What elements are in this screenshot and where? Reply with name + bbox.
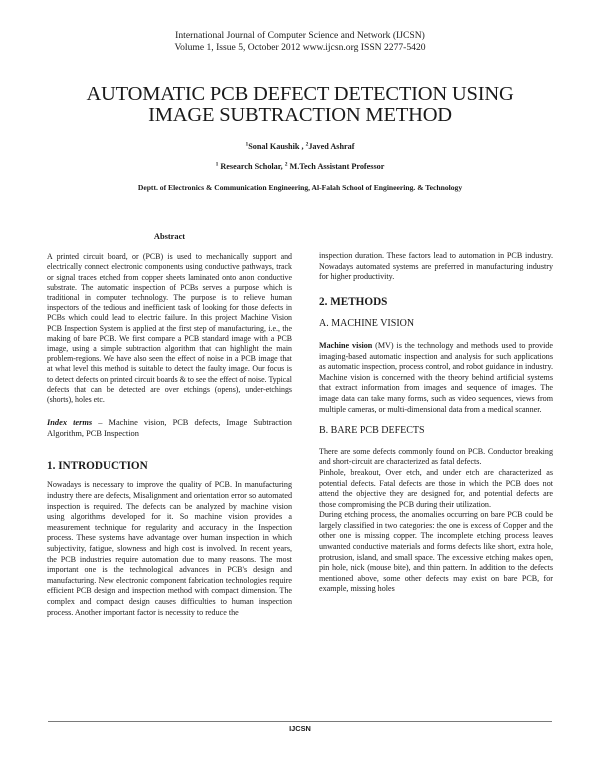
affiliation: Deptt. of Electronics & Communication Engineering, Al-Falah School of Engineering. & Technology <box>137 183 463 192</box>
paper-title-line2: IMAGE SUBTRACTION METHOD <box>148 104 452 126</box>
role1-text: Research Scholar, <box>218 162 285 171</box>
machine-vision-text <box>319 341 553 415</box>
introduction-text: Nowadays is necessary to improve the quality of PCB. In manufacturing industry there are defects, Misalignment and orientation error so automated inspection is required. The defects can be analyzed by machine vision using algorithms developed for it. So machine vision provides a measurement technique for regularity and accuracy in the Inspection process. These systems have advantage over human inspection in which subjectivity, fatigue, slowness and high cost is involved. In recent years, the PCB industries require automation due to many reasons. The most important one is the technological advances in PCB's design and manufacturing. New electronic component fabrication technologies require efficient PCB design and inspection method with compact dimension. The complex and compact design causes difficulties to human inspection process. Another important factor is necessity to reduce the <box>47 480 292 617</box>
index-terms-text: – Machine vision, PCB defects, Image Subtraction Algorithm, PCB Inspection <box>47 418 292 439</box>
right-column <box>319 251 553 595</box>
machine-vision-heading: A. MACHINE VISION <box>319 318 415 330</box>
abstract-text: A printed circuit board, or (PCB) is used to mechanically support and electrically connect electronic components using conductive pathways, track or signal traces etched from copper sheets laminated onto anon conductive substrate. The automatic inspection of PCBs serves a purpose which is traditional in computer technology. The purpose is to relieve human inspectors of the tedious and inefficient task of looking for those defects in PCBs which could lead to electric failure. In this project Machine Vision PCB Inspection System is applied at the first step of manufacturing, i.e., the making of bare PCB. We first compare a PCB standard image with a PCB image, using a simple subtraction algorithm that can highlight the main problem-regions. We have also seen the effect of noise in a PCB image that at what level this method is suitable to detect the faulty image. Our focus is to detect defects on printed circuit boards & to see the effect of noise. Typical defects that can be detected are over etchings (opens), under-etchings (shorts), holes etc. <box>47 252 292 405</box>
author2-name: Javed Ashraf <box>308 142 355 151</box>
abstract-heading: Abstract <box>153 232 186 241</box>
journal-name: International Journal of Computer Science and Network (IJCSN) <box>175 30 425 41</box>
footer-divider <box>48 721 552 722</box>
machine-vision-body: (MV) is the technology and methods used to provide imaging-based automatic inspection and analysis for such applications as automatic inspection, process control, and robot guidance in industry. Machine vision is concerned with the theory behind artificial systems that extract information from images and sequence of images. The image data can take many forms, such as video sequences, views from multiple cameras, or multi-dimensional data from a medical scanner. <box>319 340 553 414</box>
author-line <box>0 142 600 151</box>
introduction-continued: inspection duration. These factors lead to automation in PCB industry. Nowadays automated systems are preferred in manufacturing industry for higher productivity. <box>319 251 553 282</box>
left-column <box>47 232 292 618</box>
bare-pcb-paragraph-3: During etching process, the anomalies occurring on bare PCB could be largely classified in two categories: the one is excess of Copper and the other one is missing copper. The incomplete etching process leaves unwanted conductive materials and forms defects like short, extra hole, protrusion, island, and small space. The excessive etching makes open, pin hole, nick (mouse bite), and thin pattern. In addition to the defects mentioned above, some other defects may exist on bare PCB, for example, missing holes <box>319 510 553 594</box>
author-roles <box>0 162 600 171</box>
role1-sup: 1 <box>215 161 219 168</box>
author2-sup: 2 <box>305 141 309 148</box>
role2-sup: 2 <box>284 161 288 168</box>
index-terms <box>47 417 292 439</box>
author1-sup: 1 <box>245 141 249 148</box>
author-separator: , <box>299 142 306 151</box>
introduction-heading: 1. INTRODUCTION <box>47 460 148 473</box>
methods-heading: 2. METHODS <box>319 295 388 308</box>
bare-pcb-defects-heading: B. BARE PCB DEFECTS <box>319 425 425 437</box>
bare-pcb-paragraph-1: There are some defects commonly found on PCB. Conductor breaking and short-circuit are characterized as fatal defects. <box>319 446 553 467</box>
journal-issue-info: Volume 1, Issue 5, October 2012 www.ijcsn.org ISSN 2277-5420 <box>174 42 426 53</box>
author1-name: Sonal Kaushik <box>248 142 300 151</box>
role2-text: M.Tech Assistant Professor <box>287 162 385 171</box>
paper-title-line1: AUTOMATIC PCB DEFECT DETECTION USING <box>86 83 514 105</box>
index-terms-label: Index terms <box>47 418 93 428</box>
machine-vision-lead: Machine vision <box>319 340 373 350</box>
bare-pcb-paragraph-2: Pinhole, breakout, Over etch, and under etch are characterized as potential defects. Fatal defects are those in which the PCB does not attend the objective they are designed for, and potential defects are those compromising the PCB during their utilization. <box>319 467 553 509</box>
footer-journal-mark: IJCSN <box>289 724 311 733</box>
